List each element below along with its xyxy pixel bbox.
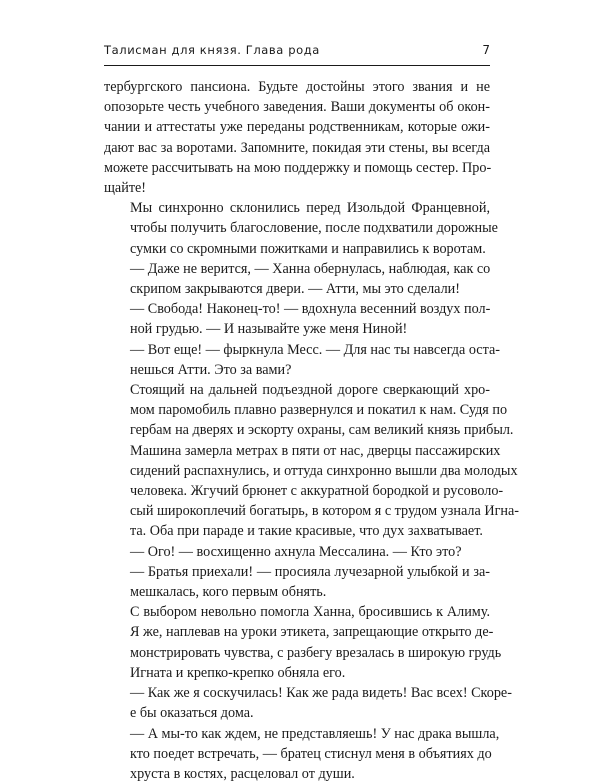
text-line: гербам на дверях и эскорту охраны, сам великий князь прибыл. — [104, 420, 490, 440]
paragraph — [104, 542, 490, 562]
text-line: та. Оба при параде и такие красивые, что дух захватывает. — [104, 521, 490, 541]
text-line: скрипом закрываются двери. — Атти, мы это сделали! — [104, 279, 490, 299]
text-line: С выбором невольно помогла Ханна, бросившись к Алиму. — [104, 602, 490, 622]
text-line: — Даже не верится, — Ханна обернулась, наблюдая, как со — [104, 259, 490, 279]
text-line: чтобы получить благословение, после подхватили дорожные — [104, 218, 490, 238]
text-line: опозорьте честь учебного заведения. Ваши документы об окон- — [104, 97, 490, 117]
paragraph — [104, 380, 490, 542]
paragraph — [104, 198, 490, 259]
text-line: сый широкоплечий богатырь, в котором я с трудом узнала Игна- — [104, 501, 490, 521]
text-line: мешкалась, кого первым обнять. — [104, 582, 490, 602]
text-line: кто поедет встречать, — братец стиснул меня в объятиях до — [104, 744, 490, 764]
text-line: мом паромобиль плавно развернулся и покатил к нам. Судя по — [104, 400, 490, 420]
paragraph — [104, 77, 490, 198]
running-title: Талисман для князя. Глава рода — [104, 43, 320, 57]
text-line: Мы синхронно склонились перед Изольдой Францевной, — [104, 198, 490, 218]
text-line: Я же, наплевав на уроки этикета, запрещающие открыто де- — [104, 622, 490, 642]
body-text — [104, 77, 490, 784]
text-line: Стоящий на дальней подъездной дороге сверкающий хро- — [104, 380, 490, 400]
text-line: — Свобода! Наконец-то! — вдохнула весенний воздух пол- — [104, 299, 490, 319]
text-line: нешься Атти. Это за вами? — [104, 360, 490, 380]
text-line: щайте! — [104, 178, 490, 198]
text-line: — Ого! — восхищенно ахнула Мессалина. — Кто это? — [104, 542, 490, 562]
text-line: тербургского пансиона. Будьте достойны этого звания и не — [104, 77, 490, 97]
text-line: сумки со скромными пожитками и направились к воротам. — [104, 239, 490, 259]
text-line: ной грудью. — И называйте уже меня Ниной! — [104, 319, 490, 339]
text-line: е бы оказаться дома. — [104, 703, 490, 723]
paragraph — [104, 683, 490, 723]
paragraph — [104, 602, 490, 683]
header-rule — [104, 65, 490, 66]
paragraph — [104, 340, 490, 380]
page-header — [104, 43, 490, 63]
text-line: монстрировать чувства, с разбегу врезалась в широкую грудь — [104, 643, 490, 663]
paragraph — [104, 562, 490, 602]
paragraph — [104, 724, 490, 784]
text-line: Машина замерла метрах в пяти от нас, дверцы пассажирских — [104, 441, 490, 461]
paragraph — [104, 259, 490, 299]
text-line: — Вот еще! — фыркнула Месс. — Для нас ты навсегда оста- — [104, 340, 490, 360]
text-line: хруста в костях, расцеловал от души. — [104, 764, 490, 784]
text-line: сидений распахнулись, и оттуда синхронно вышли два молодых — [104, 461, 490, 481]
page-number: 7 — [482, 43, 490, 57]
text-line: — А мы-то как ждем, не представляешь! У нас драка вышла, — [104, 724, 490, 744]
text-line: чании и аттестаты уже переданы родственникам, которые ожи- — [104, 117, 490, 137]
text-line: — Братья приехали! — просияла лучезарной улыбкой и за- — [104, 562, 490, 582]
text-line: — Как же я соскучилась! Как же рада видеть! Вас всех! Скоре- — [104, 683, 490, 703]
text-line: Игната и крепко-крепко обняла его. — [104, 663, 490, 683]
text-line: человека. Жгучий брюнет с аккуратной бородкой и русоволо- — [104, 481, 490, 501]
text-line: можете рассчитывать на мою поддержку и помощь сестер. Про- — [104, 158, 490, 178]
text-line: дают вас за воротами. Запомните, покидая эти стены, вы всегда — [104, 138, 490, 158]
paragraph — [104, 299, 490, 339]
